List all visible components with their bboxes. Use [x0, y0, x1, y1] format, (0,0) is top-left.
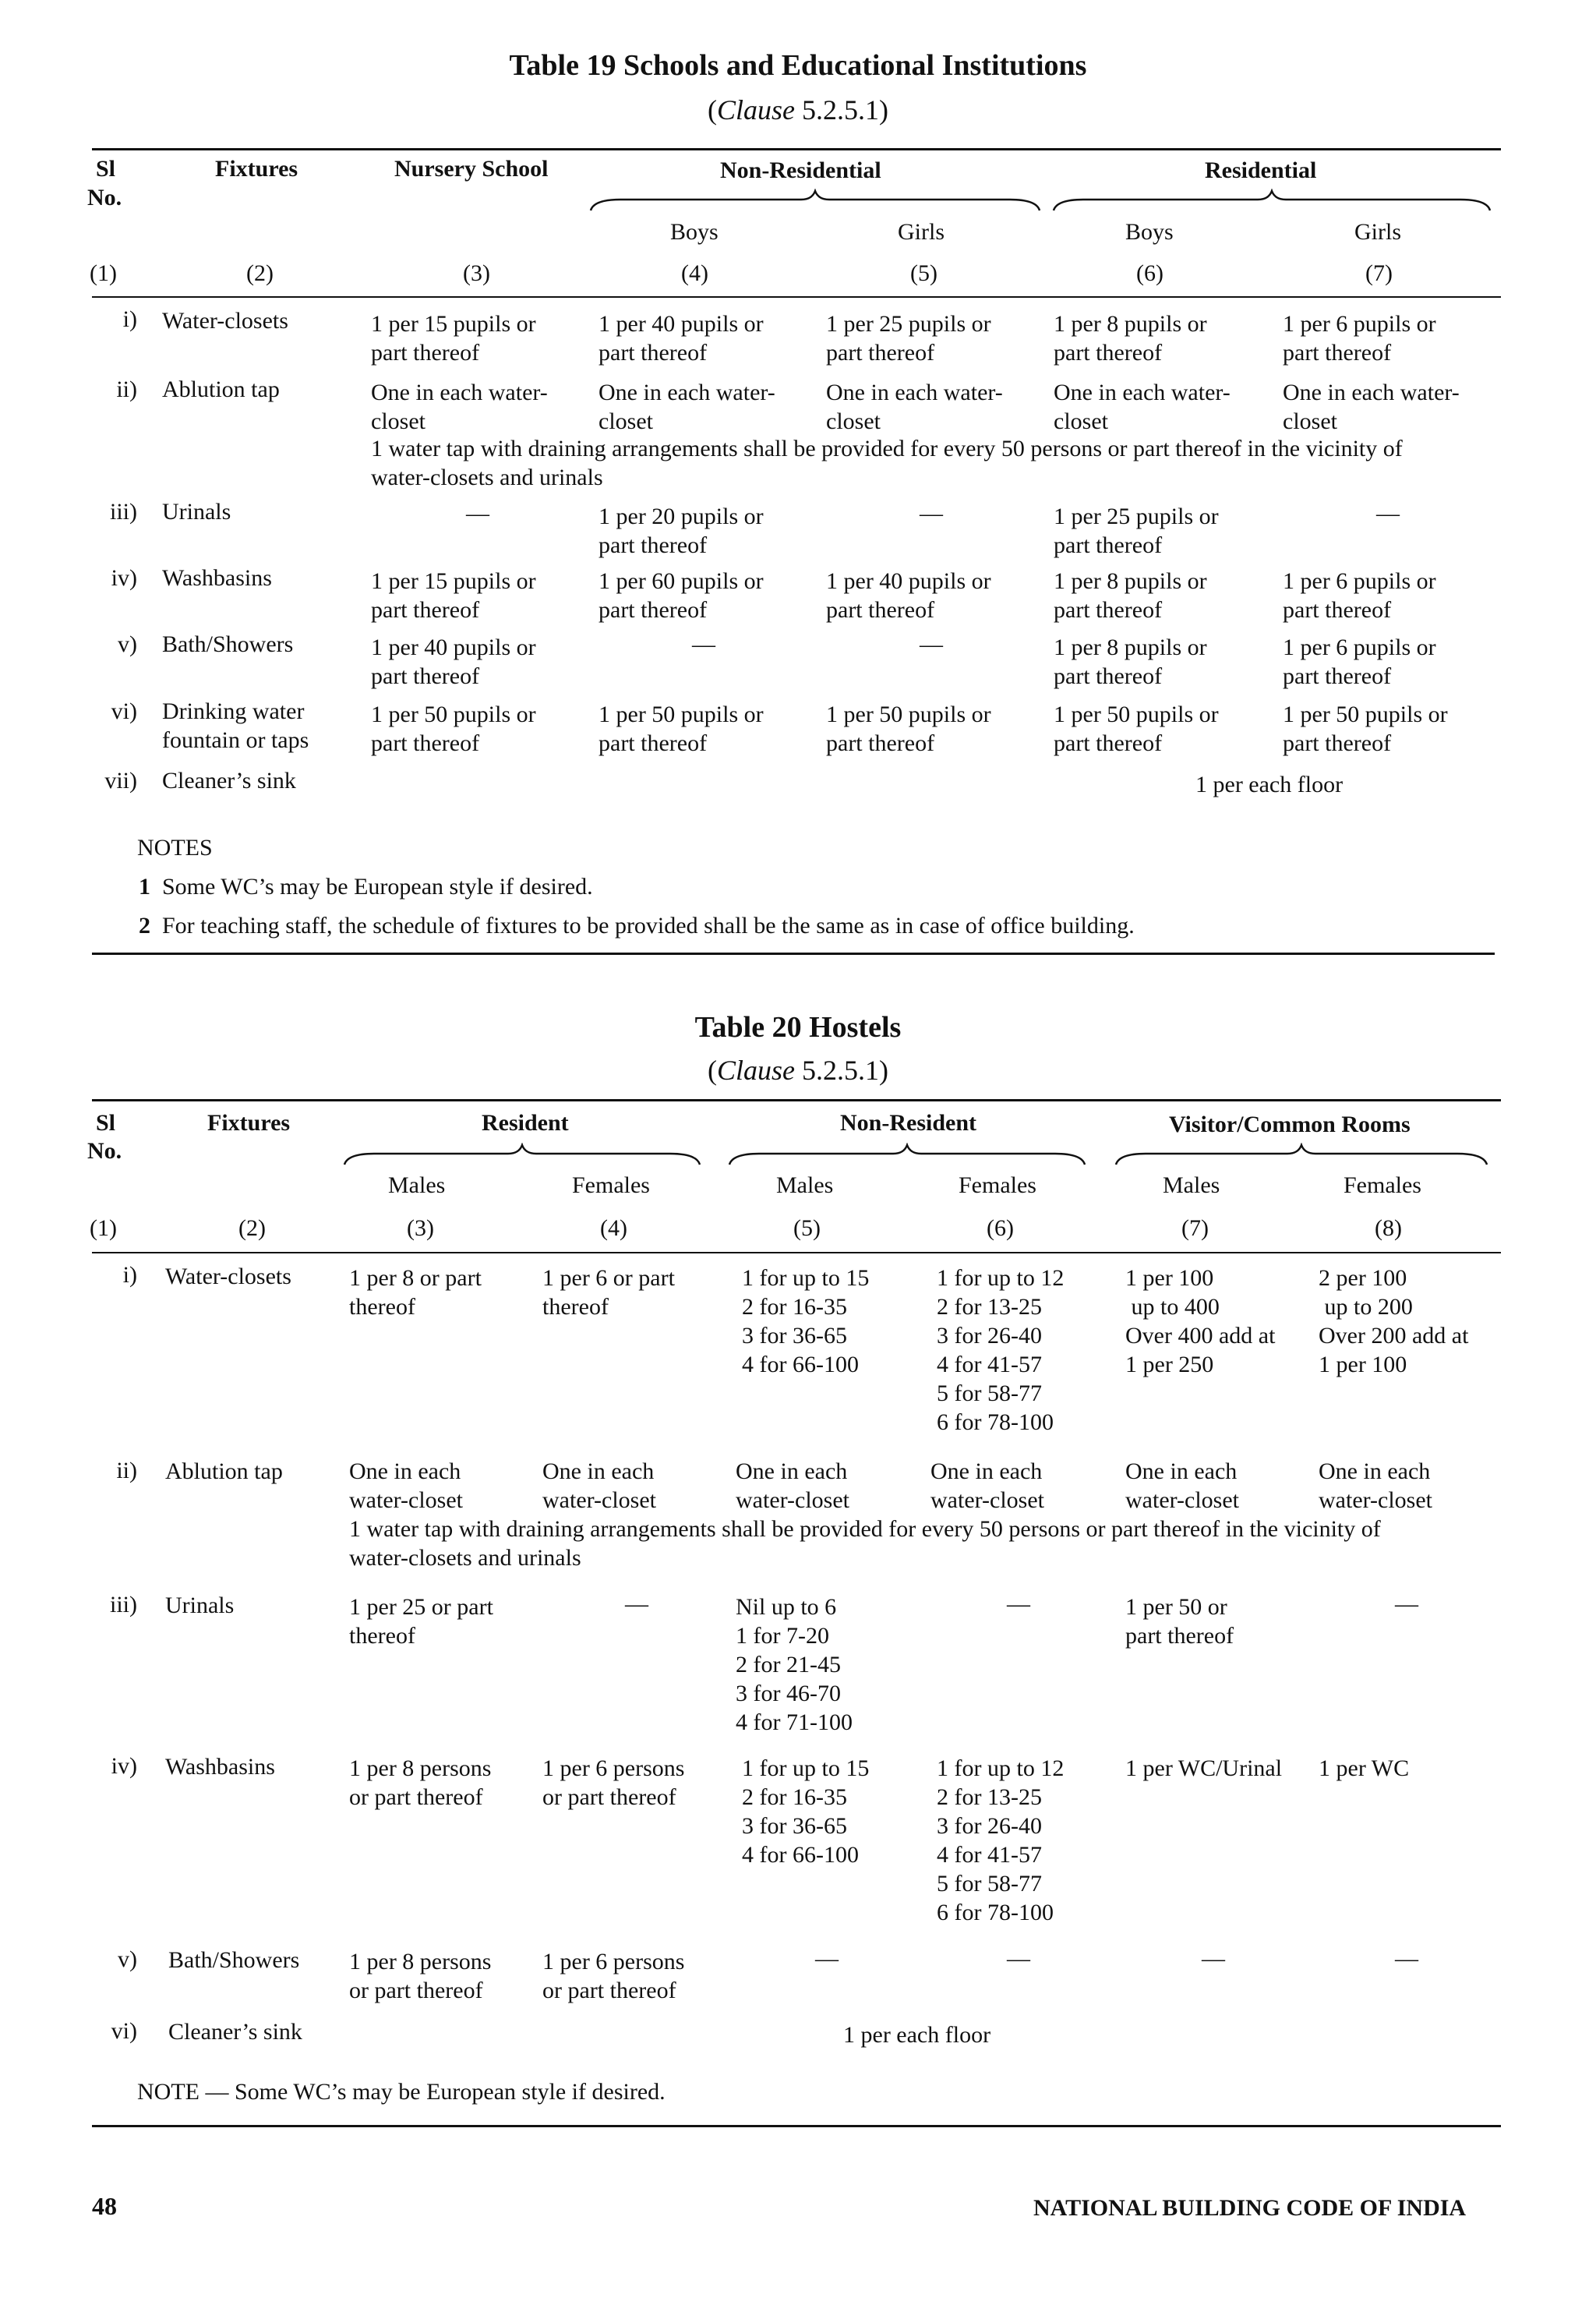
t19-row4-nonres-boys	[598, 567, 764, 624]
t19-row3-num: iii)	[110, 499, 137, 525]
cell-line: part thereof	[1283, 340, 1392, 366]
t20-colnum-4: (4)	[600, 1215, 627, 1241]
cell-line: or part thereof	[542, 1784, 676, 1810]
t19-row4-nursery	[371, 567, 536, 624]
t19-colnum-1: (1)	[90, 260, 117, 286]
cell-line: part thereof	[1054, 340, 1163, 366]
t20-colnum-8: (8)	[1375, 1215, 1402, 1241]
table19-clause-number: 5.2.5.1	[795, 94, 879, 125]
cell-line: 1 per 15 pupils or	[371, 311, 536, 337]
t19-colnum-3: (3)	[463, 260, 490, 286]
cell-line: water-closets and urinals	[371, 465, 603, 490]
cell-line: Over 400 add at	[1125, 1323, 1276, 1349]
t19-row1-num: i)	[122, 306, 137, 332]
t19-row6-res-boys	[1054, 700, 1219, 758]
cell-line: thereof	[349, 1623, 415, 1649]
t19-row4-res-girls	[1283, 567, 1436, 624]
t19-row4-res-boys	[1054, 567, 1207, 624]
t20-colnum-3: (3)	[407, 1215, 434, 1241]
cell-line: part thereof	[598, 597, 708, 623]
t19-row2-nursery	[371, 378, 548, 436]
cell-line: 1 per 50 pupils or	[1283, 702, 1448, 727]
cell-line: 1 per 6 pupils or	[1283, 635, 1436, 660]
cell-line: 3 for 26-40	[937, 1323, 1042, 1349]
cell-line: 4 for 71-100	[736, 1709, 853, 1735]
t19-row3-res-girls: —	[1376, 500, 1400, 526]
table19-bottom-rule	[92, 953, 1495, 955]
cell-line: One in each	[1125, 1458, 1238, 1484]
cell-line: 3 for 36-65	[742, 1813, 847, 1839]
t20-header-males-res: Males	[388, 1172, 446, 1198]
t20-row5-males-visitor: —	[1202, 1946, 1225, 1971]
cell-line: 1 per 50 pupils or	[371, 702, 536, 727]
t19-note-2	[139, 913, 1135, 939]
t19-row5-num: v)	[118, 631, 137, 657]
cell-line: 1 per 50 pupils or	[1054, 702, 1219, 727]
t20-row2-num: ii)	[116, 1458, 137, 1483]
cell-line: 6 for 78-100	[937, 1900, 1054, 1925]
cell-line: 1 per 8 persons	[349, 1755, 492, 1781]
cell-line: 4 for 41-57	[937, 1842, 1042, 1868]
cell-line: 1 per 6 pupils or	[1283, 568, 1436, 594]
cell-line: 4 for 41-57	[937, 1352, 1042, 1377]
cell-line: part thereof	[598, 532, 708, 558]
t19-row1-fixture: Water-closets	[162, 308, 288, 334]
t20-row4-males-res	[349, 1754, 491, 1812]
t19-notes-heading: NOTES	[137, 835, 213, 861]
page-number: 48	[92, 2192, 117, 2220]
cell-line: One in each water-	[1054, 380, 1231, 405]
t20-row3-females-nonres: —	[1007, 1591, 1030, 1617]
t20-row5-males-res	[349, 1947, 491, 2005]
table19-clause: (Clause 5.2.5.1)	[707, 94, 888, 125]
t19-header-nursery: Nursery School	[394, 156, 549, 182]
cell-line: One in each	[1319, 1458, 1431, 1484]
cell-line: 1 per 6 persons	[542, 1755, 685, 1781]
table20-header-rule	[92, 1252, 1501, 1253]
cell-line: water-closet	[736, 1487, 849, 1513]
cell-line: part thereof	[826, 597, 935, 623]
t20-colnum-6: (6)	[987, 1215, 1014, 1241]
cell-line: 5 for 58-77	[937, 1871, 1042, 1897]
cell-line: water-closet	[930, 1487, 1044, 1513]
cell-line: part thereof	[1054, 730, 1163, 756]
t20-row1-fixture: Water-closets	[165, 1264, 291, 1289]
cell-line: 1 per 6 pupils or	[1283, 311, 1436, 337]
t19-colnum-7: (7)	[1365, 260, 1393, 286]
t19-row6-nonres-boys	[598, 700, 764, 758]
note-number: 1	[139, 874, 150, 900]
cell-line: 1 per 8 persons	[349, 1949, 492, 1974]
t20-row1-females-res	[542, 1264, 675, 1321]
t19-row4-fixture: Washbasins	[162, 565, 272, 591]
cell-line: 1 per 50 pupils or	[826, 702, 991, 727]
t20-row3-fixture: Urinals	[165, 1593, 235, 1618]
t20-header-visitor: Visitor/Common Rooms	[1169, 1112, 1411, 1137]
cell-line: part thereof	[1054, 532, 1163, 558]
cell-line: part thereof	[1125, 1623, 1234, 1649]
cell-line: 2 for 16-35	[742, 1784, 847, 1810]
cell-line: 1 for up to 15	[742, 1755, 870, 1781]
t20-row2-males-visitor	[1125, 1457, 1239, 1515]
cell-line: One in each water-	[826, 380, 1003, 405]
cell-line: closet	[598, 408, 653, 434]
t20-cleaner-sink-value: 1 per each floor	[843, 2022, 991, 2048]
cell-line: fountain or taps	[162, 727, 309, 753]
t20-row1-num: i)	[122, 1262, 137, 1288]
t20-row4-males-visitor: 1 per WC/Urinal	[1125, 1755, 1283, 1781]
t19-row6-nursery	[371, 700, 536, 758]
cell-line: 1 per 25 or part	[349, 1594, 493, 1620]
t20-row4-males-nonres	[742, 1754, 869, 1869]
cell-line: up to 200	[1319, 1294, 1413, 1320]
cell-line: 1 per 100	[1125, 1265, 1214, 1291]
cell-line: 4 for 66-100	[742, 1352, 859, 1377]
cell-line: part thereof	[1283, 663, 1392, 689]
t20-visitor-brace	[1114, 1143, 1488, 1168]
cell-line: Drinking water	[162, 698, 305, 724]
t20-row2-fixture: Ablution tap	[165, 1458, 283, 1484]
table20-top-rule	[92, 1099, 1501, 1101]
table19-header-rule	[92, 296, 1501, 298]
t19-row2-num: ii)	[116, 376, 137, 402]
t19-row3-nursery: —	[466, 500, 489, 526]
cell-line: 1 per 50 or	[1125, 1594, 1227, 1620]
t19-colnum-2: (2)	[246, 260, 274, 286]
cell-line: water-closet	[349, 1487, 463, 1513]
t19-header-sl: Sl	[96, 156, 116, 182]
cell-line: 1 water tap with draining arrangements shall be provided for every 50 persons or part thereof in the vicinity of	[349, 1516, 1381, 1542]
table20-clause-number: 5.2.5.1	[795, 1055, 879, 1086]
note-text: For teaching staff, the schedule of fixtures to be provided shall be the same as in case of office building.	[162, 913, 1135, 939]
t20-header-females-nonres: Females	[959, 1172, 1036, 1198]
cell-line: 1 per 25 pupils or	[1054, 504, 1219, 529]
t19-row3-res-boys	[1054, 502, 1219, 560]
t19-row5-fixture: Bath/Showers	[162, 631, 294, 657]
t19-ablution-note	[371, 434, 1403, 492]
cell-line: water-closet	[542, 1487, 656, 1513]
cell-line: part thereof	[1054, 597, 1163, 623]
cell-line: 1 per 8 or part	[349, 1265, 482, 1291]
table20-bottom-rule	[92, 2125, 1501, 2127]
t20-header-resident: Resident	[482, 1110, 569, 1136]
t20-colnum-7: (7)	[1181, 1215, 1209, 1241]
cell-line: 6 for 78-100	[937, 1409, 1054, 1435]
t19-row1-nonres-girls	[826, 309, 991, 367]
t20-row2-males-res	[349, 1457, 463, 1515]
table19-top-rule	[92, 148, 1501, 150]
cell-line: 1 per 40 pupils or	[598, 311, 764, 337]
t19-row1-res-girls	[1283, 309, 1436, 367]
t19-nonres-brace	[589, 189, 1041, 214]
t19-colnum-4: (4)	[681, 260, 708, 286]
t20-header-males-nonres: Males	[776, 1172, 834, 1198]
cell-line: 1 per 6 persons	[542, 1949, 685, 1974]
cell-line: 1 for 7-20	[736, 1623, 829, 1649]
t20-row5-females-nonres: —	[1007, 1946, 1030, 1971]
cell-line: part thereof	[371, 597, 480, 623]
cell-line: part thereof	[598, 340, 708, 366]
cell-line: thereof	[349, 1294, 415, 1320]
t20-row1-males-nonres	[742, 1264, 869, 1379]
t19-row5-nursery	[371, 633, 536, 691]
t20-header-sl: Sl	[96, 1110, 116, 1136]
cell-line: part thereof	[371, 340, 480, 366]
t19-row2-res-girls	[1283, 378, 1460, 436]
cell-line: One in each	[349, 1458, 461, 1484]
t20-colnum-1: (1)	[90, 1215, 117, 1241]
cell-line: 1 water tap with draining arrangements shall be provided for every 50 persons or part thereof in the vicinity of	[371, 436, 1403, 461]
cell-line: 3 for 26-40	[937, 1813, 1042, 1839]
t20-ablution-note	[349, 1515, 1381, 1572]
t19-row2-nonres-boys	[598, 378, 775, 436]
cell-line: or part thereof	[349, 1978, 483, 2003]
cell-line: One in each water-	[371, 380, 548, 405]
cell-line: 2 per 100	[1319, 1265, 1407, 1291]
t19-header-boys-res: Boys	[1125, 219, 1174, 245]
cell-line: water-closet	[1319, 1487, 1432, 1513]
cell-line: 3 for 36-65	[742, 1323, 847, 1349]
table19-title: Table 19 Schools and Educational Institutions	[509, 49, 1087, 82]
t19-header-girls-nonres: Girls	[898, 219, 945, 245]
t20-row2-females-nonres	[930, 1457, 1044, 1515]
cell-line: part thereof	[826, 730, 935, 756]
t20-row1-males-visitor	[1125, 1264, 1275, 1379]
t20-row1-females-nonres	[937, 1264, 1064, 1437]
cell-line: part thereof	[1283, 597, 1392, 623]
table20-title: Table 20 Hostels	[694, 1011, 902, 1044]
cell-line: or part thereof	[542, 1978, 676, 2003]
t20-row4-fixture: Washbasins	[165, 1754, 275, 1780]
cell-line: One in each water-	[598, 380, 775, 405]
cell-line: closet	[1054, 408, 1108, 434]
t19-row3-fixture: Urinals	[162, 499, 231, 525]
cell-line: part thereof	[598, 730, 708, 756]
cell-line: 1 per 8 pupils or	[1054, 568, 1207, 594]
t20-row3-num: iii)	[110, 1592, 137, 1617]
t19-header-girls-res: Girls	[1354, 219, 1401, 245]
t20-row3-males-res	[349, 1593, 493, 1650]
t20-row2-males-nonres	[736, 1457, 849, 1515]
t19-row5-nonres-girls: —	[920, 631, 943, 657]
t19-row5-res-girls	[1283, 633, 1436, 691]
t20-row4-females-res	[542, 1754, 684, 1812]
publication-name: NATIONAL BUILDING CODE OF INDIA	[1033, 2195, 1467, 2221]
t20-row6-fixture: Cleaner’s sink	[168, 2019, 302, 2045]
cell-line: One in each	[542, 1458, 655, 1484]
cell-line: part thereof	[826, 340, 935, 366]
cell-line: part thereof	[1054, 663, 1163, 689]
t20-header-females-visitor: Females	[1344, 1172, 1421, 1198]
t19-row5-nonres-boys: —	[692, 631, 715, 657]
t20-row1-females-visitor	[1319, 1264, 1468, 1379]
t20-row2-females-res	[542, 1457, 656, 1515]
note-text: Some WC’s may be European style if desired.	[162, 874, 593, 900]
t20-row3-males-visitor	[1125, 1593, 1234, 1650]
table20-clause: (Clause 5.2.5.1)	[707, 1055, 888, 1086]
t19-header-residential: Residential	[1205, 157, 1317, 183]
cell-line: or part thereof	[349, 1784, 483, 1810]
cell-line: thereof	[542, 1294, 609, 1320]
cell-line: 2 for 21-45	[736, 1652, 841, 1677]
t20-row3-females-res: —	[625, 1591, 648, 1617]
cell-line: 1 per 15 pupils or	[371, 568, 536, 594]
cell-line: 1 for up to 12	[937, 1755, 1065, 1781]
t19-header-nonresidential: Non-Residential	[720, 157, 881, 183]
cell-line: closet	[826, 408, 881, 434]
cell-line: closet	[1283, 408, 1337, 434]
t19-cleaner-sink-value: 1 per each floor	[1195, 772, 1344, 797]
table20-clause-word: Clause	[716, 1055, 795, 1086]
t19-header-fixtures: Fixtures	[215, 156, 298, 182]
cell-line: One in each water-	[1283, 380, 1460, 405]
t20-row6-num: vi)	[111, 2018, 137, 2044]
t19-row6-num: vi)	[111, 698, 137, 724]
cell-line: 1 per 40 pupils or	[826, 568, 991, 594]
t19-row5-res-boys	[1054, 633, 1207, 691]
t19-row1-nonres-boys	[598, 309, 764, 367]
t20-row5-males-nonres: —	[815, 1946, 839, 1971]
cell-line: 2 for 13-25	[937, 1294, 1042, 1320]
cell-line: 1 per 8 pupils or	[1054, 311, 1207, 337]
t20-row5-females-visitor: —	[1395, 1946, 1418, 1971]
t20-row5-fixture: Bath/Showers	[168, 1947, 300, 1973]
cell-line: 1 for up to 12	[937, 1265, 1065, 1291]
cell-line: 1 per 100	[1319, 1352, 1407, 1377]
cell-line: water-closet	[1125, 1487, 1239, 1513]
t20-header-females-res: Females	[572, 1172, 650, 1198]
t19-res-brace	[1052, 189, 1492, 214]
t20-colnum-2: (2)	[238, 1215, 266, 1241]
cell-line: Nil up to 6	[736, 1594, 837, 1620]
cell-line: 1 per 6 or part	[542, 1265, 675, 1291]
cell-line: part thereof	[371, 730, 480, 756]
t19-row6-nonres-girls	[826, 700, 991, 758]
t20-row4-females-nonres	[937, 1754, 1064, 1927]
cell-line: up to 400	[1125, 1294, 1220, 1320]
t19-row1-res-boys	[1054, 309, 1207, 367]
t20-row2-females-visitor	[1319, 1457, 1432, 1515]
t20-nonresident-brace	[728, 1143, 1086, 1168]
cell-line: 5 for 58-77	[937, 1380, 1042, 1406]
t19-colnum-5: (5)	[910, 260, 937, 286]
cell-line: One in each	[736, 1458, 848, 1484]
cell-line: Over 200 add at	[1319, 1323, 1469, 1349]
cell-line: 2 for 16-35	[742, 1294, 847, 1320]
t19-header-no: No.	[87, 185, 122, 210]
t19-row3-nonres-girls: —	[920, 500, 943, 526]
t20-row5-num: v)	[118, 1946, 137, 1972]
cell-line: 1 per 25 pupils or	[826, 311, 991, 337]
t20-header-fixtures: Fixtures	[207, 1110, 291, 1136]
t19-row2-res-boys	[1054, 378, 1231, 436]
t20-row4-num: iv)	[111, 1753, 137, 1779]
t19-row1-nursery	[371, 309, 536, 367]
table19-clause-word: Clause	[716, 94, 795, 125]
t20-row5-females-res	[542, 1947, 684, 2005]
cell-line: part thereof	[1283, 730, 1392, 756]
cell-line: 1 per 50 pupils or	[598, 702, 764, 727]
t19-row2-fixture: Ablution tap	[162, 376, 280, 402]
t20-header-males-visitor: Males	[1163, 1172, 1220, 1198]
note-number: 2	[139, 913, 150, 939]
t20-header-nonresident: Non-Resident	[840, 1110, 977, 1136]
cell-line: 1 for up to 15	[742, 1265, 870, 1291]
cell-line: part thereof	[371, 663, 480, 689]
t20-row3-males-nonres	[736, 1593, 853, 1737]
t19-row3-nonres-boys	[598, 502, 764, 560]
t20-header-no: No.	[87, 1138, 122, 1164]
t20-row4-females-visitor: 1 per WC	[1319, 1755, 1410, 1781]
t20-resident-brace	[343, 1143, 701, 1168]
t19-row4-nonres-girls	[826, 567, 991, 624]
t20-row3-females-visitor: —	[1395, 1591, 1418, 1617]
cell-line: 2 for 13-25	[937, 1784, 1042, 1810]
t19-row6-fixture	[162, 697, 309, 755]
cell-line: water-closets and urinals	[349, 1545, 581, 1571]
t19-row2-nonres-girls	[826, 378, 1003, 436]
cell-line: closet	[371, 408, 425, 434]
cell-line: 1 per 8 pupils or	[1054, 635, 1207, 660]
cell-line: 3 for 46-70	[736, 1681, 841, 1706]
t19-row7-num: vii)	[104, 768, 137, 794]
t20-colnum-5: (5)	[793, 1215, 821, 1241]
t19-row6-res-girls	[1283, 700, 1448, 758]
t20-note: NOTE — Some WC’s may be European style if desired.	[137, 2079, 666, 2105]
t19-row7-fixture: Cleaner’s sink	[162, 768, 296, 794]
cell-line: 1 per 60 pupils or	[598, 568, 764, 594]
t19-note-1	[139, 874, 593, 900]
cell-line: 1 per 40 pupils or	[371, 635, 536, 660]
t19-row4-num: iv)	[111, 565, 137, 591]
cell-line: 4 for 66-100	[742, 1842, 859, 1868]
t19-header-boys-nonres: Boys	[670, 219, 719, 245]
cell-line: One in each	[930, 1458, 1043, 1484]
cell-line: 1 per 250	[1125, 1352, 1214, 1377]
t20-row1-males-res	[349, 1264, 482, 1321]
t19-colnum-6: (6)	[1136, 260, 1163, 286]
cell-line: 1 per 20 pupils or	[598, 504, 764, 529]
